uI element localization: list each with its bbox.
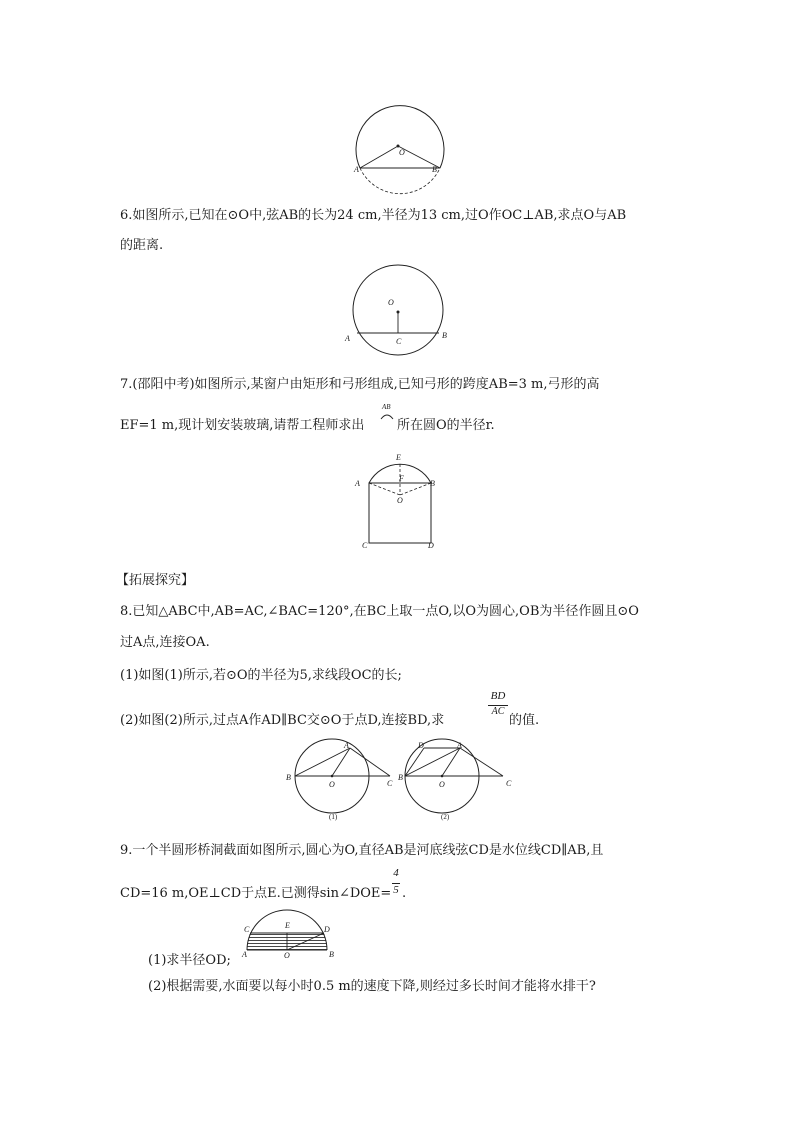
q7-label-b: B (430, 479, 435, 488)
q9-label-c: C (244, 925, 250, 934)
q9-label-e: E (285, 921, 290, 930)
q8-fig1-label-o: O (329, 780, 335, 789)
q9-label-o: O (284, 951, 290, 960)
top-label-a: A (354, 165, 359, 174)
q8-fig1-label-c: C (387, 779, 393, 788)
q8-part2: (2)如图(2)所示,过点A作AD∥BC交⊙O于点D,连接BD,求 (120, 713, 445, 728)
q6-circle-figure (350, 262, 450, 362)
q8-frac-den: AC (491, 706, 505, 717)
q9-label-d: D (324, 925, 330, 934)
q9-frac-den: 5 (393, 884, 399, 896)
q8-fig2-label-d: D (418, 741, 424, 750)
q7-line2b: 所在圆O的半径r. (397, 418, 495, 433)
q9-bridge-figure (240, 912, 340, 962)
q8-part2b: 的值. (509, 713, 540, 728)
q7-label-a: A (355, 479, 360, 488)
q7-label-o: O (397, 496, 403, 505)
q8-fig2-caption: (2) (441, 813, 450, 821)
q9-line2a: CD=16 m,OE⊥CD于点E.已测得sin∠DOE= (120, 886, 392, 901)
q9-frac-num: 4 (393, 867, 399, 879)
q8-line1: 8.已知△ABC中,AB=AC,∠BAC=120°,在BC上取一点O,以O为圆心,OB为半径作圆且⊙O (120, 604, 639, 619)
q6-line1: 6.如图所示,已知在⊙O中,弦AB的长为24 cm,半径为13 cm,过O作OC⊥AB,求点O与AB (120, 208, 627, 223)
section-title: 【拓展探究】 (116, 573, 195, 588)
q9-part1: (1)求半径OD; (148, 953, 231, 968)
q9-line1: 9.一个半圆形桥洞截面如图所示,圆心为O,直径AB是河底线弦CD是水位线CD∥AB,且 (120, 843, 604, 858)
q8-fig2-label-o: O (439, 780, 445, 789)
q6-label-o: O (388, 298, 394, 307)
q8-line2: 过A点,连接OA. (120, 635, 210, 650)
q6-label-b: B (442, 331, 447, 340)
q9-label-a: A (242, 950, 247, 959)
q9-label-b: B (329, 950, 334, 959)
q7-label-f: F (399, 474, 404, 483)
q8-frac-num: BD (490, 690, 506, 702)
top-label-b: B (432, 165, 437, 174)
q9-line2b: . (402, 886, 407, 901)
q7-line1: 7.(邵阳中考)如图所示,某窗户由矩形和弓形组成,已知弓形的跨度AB=3 m,弓形的高 (120, 377, 600, 392)
q7-line2: EF=1 m,现计划安装玻璃,请帮工程师求出 (120, 418, 365, 433)
q7-arc-label: AB (382, 403, 391, 411)
top-label-o: O (399, 148, 405, 157)
q8-fig1-label-b: B (286, 773, 291, 782)
q9-part2: (2)根据需要,水面要以每小时0.5 m的速度下降,则经过多长时间才能将水排干? (148, 979, 596, 994)
q8-fig2-label-b: B (398, 773, 403, 782)
q8-fig2-label-c: C (506, 779, 512, 788)
q7-label-c: C (362, 541, 368, 550)
q7-arc-symbol (380, 412, 394, 420)
q8-fig1-caption: (1) (329, 813, 338, 821)
q7-label-e: E (396, 453, 401, 462)
q6-line2: 的距离. (120, 238, 164, 253)
q8-part1: (1)如图(1)所示,若⊙O的半径为5,求线段OC的长; (120, 668, 402, 683)
q7-label-d: D (428, 541, 434, 550)
q6-label-c: C (396, 337, 402, 346)
q8-fig1-label-a: A (344, 741, 349, 750)
q8-figure-2 (400, 738, 512, 808)
q6-label-a: A (345, 334, 350, 343)
q8-fig2-label-a: A (457, 741, 462, 750)
